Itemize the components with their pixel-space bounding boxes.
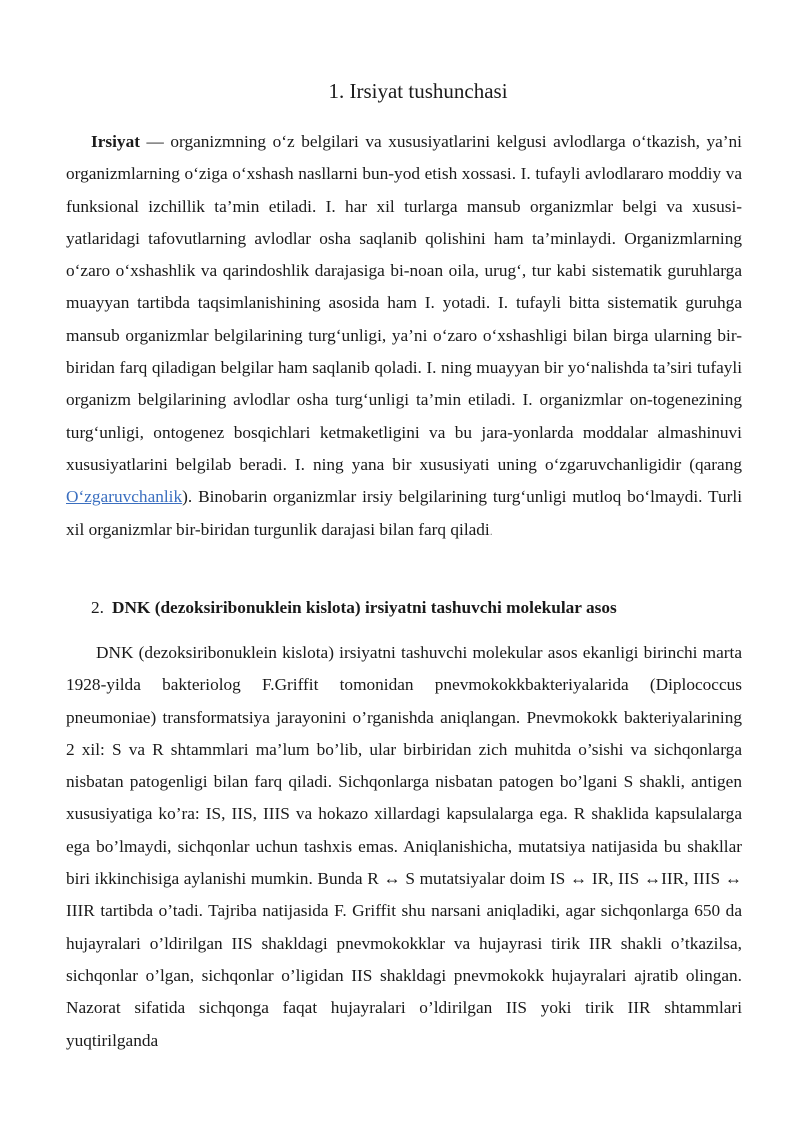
ozgaruvchanlik-link[interactable]: O‘zgaruvchanlik (66, 487, 183, 507)
section-2-heading-text: DNK (dezoksiribonuklein kislota) irsiyatni tashuvchi molekular asos (111, 598, 617, 617)
paragraph-end-mark: . (489, 523, 493, 538)
section-1-paragraph (66, 126, 742, 547)
paragraph-text-continued: ). Binobarin organizmlar irsiy belgilarining turg‘unligi mutloq bo‘lmaydi. Turli xil organizmlar bir-biridan turgunlik darajasi bilan farq qiladi (66, 487, 742, 539)
section-2-heading (91, 594, 617, 622)
term-irsiyat: Irsiyat (91, 132, 140, 151)
section-2-number: 2. (91, 598, 104, 617)
section-2-paragraph: DNK (dezoksiribonuklein kislota) irsiyatni tashuvchi molekular asos ekanligi birinchi marta 1928-yilda bakteriolog F.Griffit tomonidan pnevmokokkbakteriyalarida (Diplococcus pneumoniae) transformatsiya jarayonini o’rganishda aniqlangan. Pnevmokokk bakteriyalarining 2 xil: S va R shtammlari ma’lum bo’lib, ular birbiridan zich muhitda o’sishi va sichqonlarga nisbatan patogenligi bilan farq qiladi. Sichqonlarga nisbatan patogen bo’lgani S shakli, antigen xususiyatiga ko’ra: IS, IIS, IIIS va hokazo xillardagi kapsulalarga ega. R shaklida kapsulalarga ega bo’lmaydi, sichqonlar uchun tashxis emas. Aniqlanishicha, mutatsiya natijasida bu shakllar biri ikkinchisiga aylanishi mumkin. Bunda R ↔ S mutatsiyalar doim IS ↔ IR, IIS ↔IIR, IIIS ↔ IIIR tartibda o’tadi. Tajriba natijasida F. Griffit shu narsani aniqladiki, agar sichqonlarga 650 da hujayralari o’ldirilgan IIS shakldagi pnevmokokklar va hujayrasi tirik IIR shakli o’tkazilsa, sichqonlar o’lgan, sichqonlar o’ligidan IIS shakldagi pnevmokokk hujayralari ajratib olingan. Nazorat sifatida sichqonga faqat hujayralari o’ldirilgan IIS yoki tirik IIR shtammlari yuqtirilganda (66, 643, 742, 1050)
section-1-title: 1. Irsiyat tushunchasi (328, 79, 508, 103)
paragraph-text: — organizmning o‘z belgilari va xususiyatlarini kelgusi avlodlarga o‘tkazish, ya’ni organizmlarning o‘ziga o‘xshash nasllarni bun-yod etish xossasi. I. tufayli avlodlararo moddiy va funksional izchillik ta’min etiladi. I. har xil turlarga mansub organizmlar belgi va xususi-yatlaridagi tafovutlarning avlodlar osha saqlanib qolishini ham ta’minlaydi. Organizmlarning o‘zaro o‘xshashlik va qarindoshlik darajasiga bi-noan oila, urug‘, tur kabi sistematik guruhlarga muayyan tartibda taqsimlanishining asosida ham I. yotadi. I. tufayli bitta sistematik guruhga mansub organizmlar belgilarining turg‘unligi, ya’ni o‘zaro o‘xshashligi bilan birga ularning bir-biridan farq qiladigan belgilar ham saqlanib qoladi. I. ning muayyan bir yo‘nalishda ta’siri tufayli organizm belgilarining avlodlar osha turg‘unligi ta’min etiladi. I. organizmlar on-togenezining turg‘unligi, ontogenez bosqichlari ketmaketligini va bu jara-yonlarda moddalar almashinuvi xususiyatlarini belgilab beradi. I. ning yana bir xususiyati uning o‘zgaruvchanligidir (qarang (66, 132, 742, 474)
